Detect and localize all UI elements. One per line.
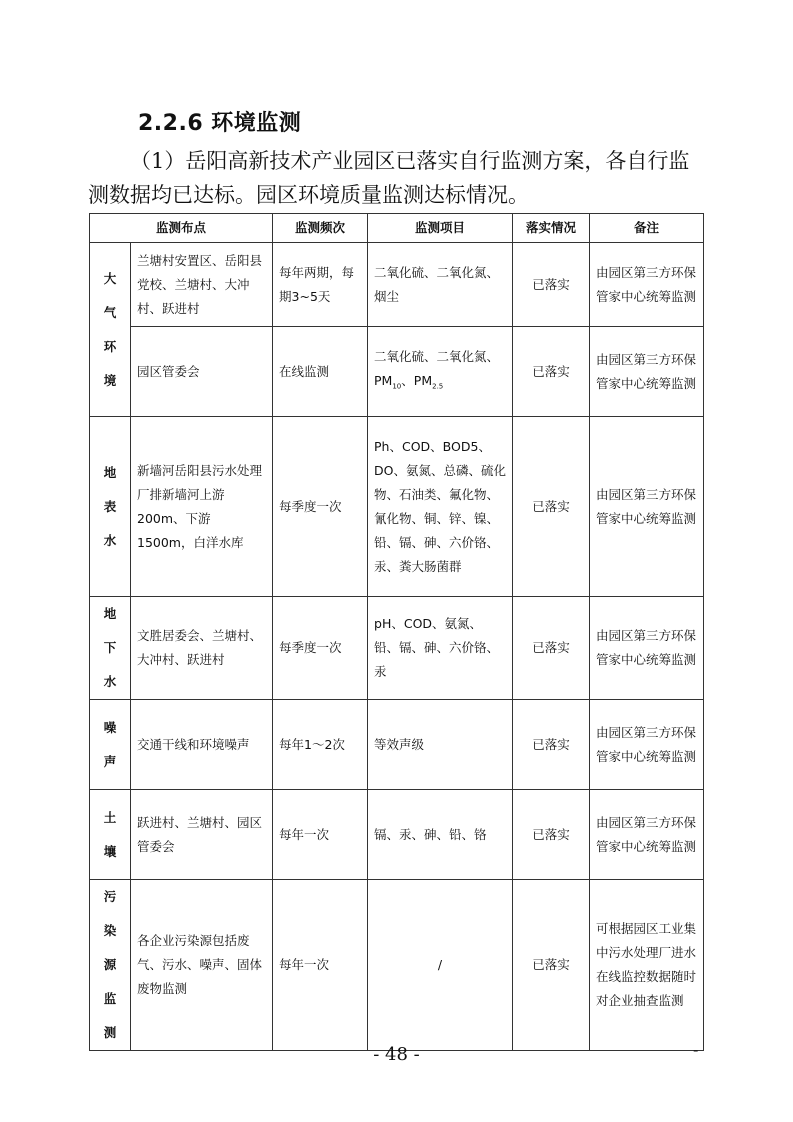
intro-paragraph-line-1: [88, 144, 708, 178]
cell-items: Ph、COD、BOD5、DO、氨氮、总磷、硫化物、石油类、氟化物、氰化物、铜、锌、镍、铅、镉、砷、六价铬、汞、粪大肠菌群: [368, 417, 513, 597]
category-air: 大气环境: [90, 243, 131, 417]
cell-site: 跃进村、兰塘村、园区管委会: [131, 790, 273, 880]
header-status: 落实情况: [513, 214, 590, 243]
intro-paragraph-line-2: 测数据均已达标。园区环境质量监测达标情况。: [88, 183, 529, 207]
table-row: [90, 880, 704, 1051]
cell-frequency: 每季度一次: [273, 597, 368, 700]
category-soil: 土壤: [90, 790, 131, 880]
cell-status: 已落实: [513, 597, 590, 700]
cell-note: 由园区第三方环保管家中心统筹监测: [590, 790, 704, 880]
cell-items: pH、COD、氨氮、铅、镉、砷、六价铬、汞: [368, 597, 513, 700]
header-site: 监测布点: [90, 214, 273, 243]
section-title: 2.2.6 环境监测: [138, 111, 302, 136]
cell-note: 由园区第三方环保管家中心统筹监测: [590, 700, 704, 790]
cell-site: 交通干线和环境噪声: [131, 700, 273, 790]
cell-items: 二氧化硫、二氧化氮、烟尘: [368, 243, 513, 327]
intro-text-1: （1）岳阳高新技术产业园区已落实自行监测方案，各自行监: [130, 149, 690, 173]
table-row: [90, 243, 704, 327]
cell-note: 由园区第三方环保管家中心统筹监测: [590, 243, 704, 327]
cell-frequency: 每年1～2次: [273, 700, 368, 790]
cell-status: 已落实: [513, 327, 590, 417]
table-row: [90, 597, 704, 700]
table-row: [90, 700, 704, 790]
monitoring-table: [89, 213, 704, 1051]
cell-status: 已落实: [513, 790, 590, 880]
cell-note: 由园区第三方环保管家中心统筹监测: [590, 417, 704, 597]
cell-site: 新墙河岳阳县污水处理厂排新墙河上游200m、下游1500m，白洋水库: [131, 417, 273, 597]
table-row: [90, 327, 704, 417]
cell-site: 文胜居委会、兰塘村、大冲村、跃进村: [131, 597, 273, 700]
header-items: 监测项目: [368, 214, 513, 243]
cell-note: 由园区第三方环保管家中心统筹监测: [590, 597, 704, 700]
category-pollution-source: 污染源监测: [90, 880, 131, 1051]
cell-note: 可根据园区工业集中污水处理厂进水在线监控数据随时对企业抽查监测: [590, 880, 704, 1051]
cell-note: 由园区第三方环保管家中心统筹监测: [590, 327, 704, 417]
cell-items: /: [368, 880, 513, 1051]
page-number: - 48 -: [373, 1044, 420, 1065]
table-row: [90, 790, 704, 880]
cell-items: 等效声级: [368, 700, 513, 790]
corner-mark: -: [693, 1040, 699, 1059]
header-frequency: 监测频次: [273, 214, 368, 243]
category-groundwater: 地下水: [90, 597, 131, 700]
cell-frequency: 每季度一次: [273, 417, 368, 597]
category-noise: 噪声: [90, 700, 131, 790]
cell-frequency: 每年两期，每期3~5天: [273, 243, 368, 327]
table-row: [90, 417, 704, 597]
cell-frequency: 每年一次: [273, 790, 368, 880]
cell-frequency: 每年一次: [273, 880, 368, 1051]
cell-frequency: 在线监测: [273, 327, 368, 417]
cell-items: 二氧化硫、二氧化氮、$PM_{10}$、$PM_{2.5}$: [368, 327, 513, 417]
table-header-row: [90, 214, 704, 243]
cell-site: 各企业污染源包括废气、污水、噪声、固体废物监测: [131, 880, 273, 1051]
cell-status: 已落实: [513, 880, 590, 1051]
header-note: 备注: [590, 214, 704, 243]
cell-items: 镉、汞、砷、铅、铬: [368, 790, 513, 880]
cell-status: 已落实: [513, 700, 590, 790]
cell-site: 兰塘村安置区、岳阳县党校、兰塘村、大冲村、跃进村: [131, 243, 273, 327]
category-surface-water: 地表水: [90, 417, 131, 597]
cell-status: 已落实: [513, 243, 590, 327]
cell-status: 已落实: [513, 417, 590, 597]
cell-site: 园区管委会: [131, 327, 273, 417]
